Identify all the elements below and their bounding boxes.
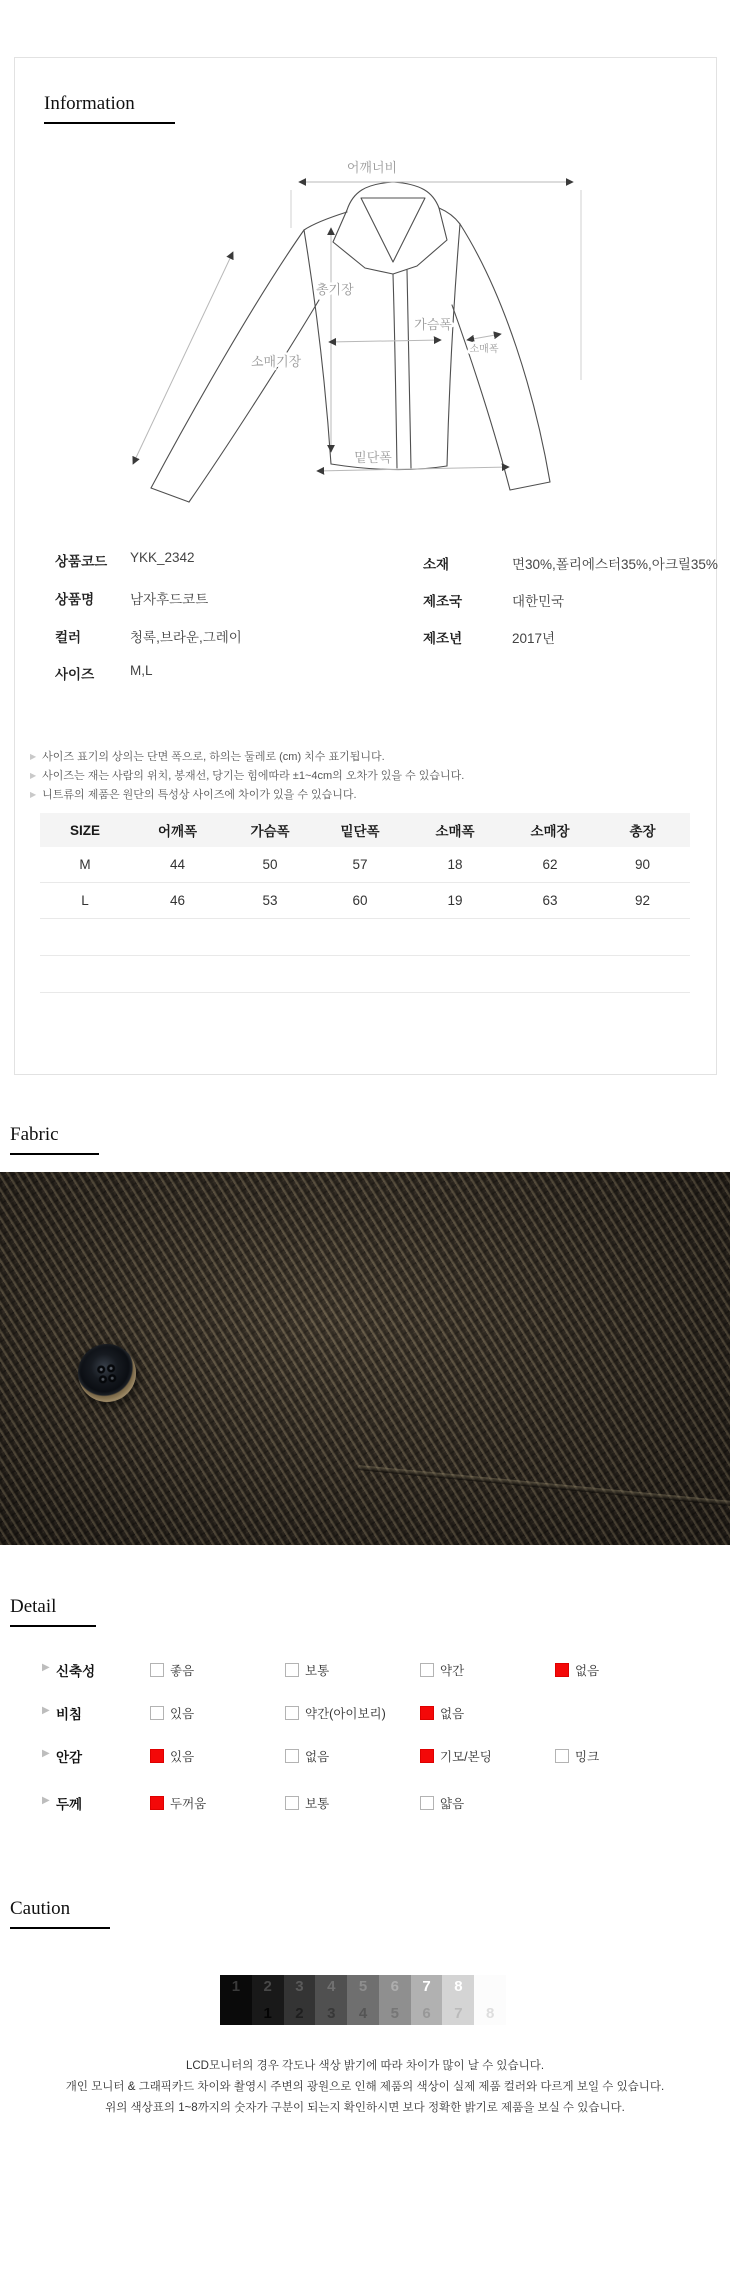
grayscale-step — [411, 1975, 443, 2025]
grayscale-step — [442, 1975, 474, 2025]
info-label: 소재 — [423, 557, 450, 572]
fabric-pocket-seam — [358, 1465, 730, 1506]
size-table-empty-row — [40, 956, 690, 993]
detail-option-label: 보통 — [305, 1797, 330, 1811]
detail-option — [150, 1704, 194, 1722]
detail-option-label: 좋음 — [170, 1664, 195, 1678]
checkbox-icon — [150, 1706, 164, 1720]
info-value: M,L — [130, 663, 153, 678]
grayscale-step — [315, 1975, 347, 2025]
size-table-row-l — [40, 883, 690, 919]
grayscale-step-bottom-number: 1 — [263, 2005, 272, 2022]
grayscale-step — [220, 1975, 252, 2025]
grayscale-step-top-number: 3 — [295, 1978, 304, 1995]
checkbox-icon — [420, 1749, 434, 1763]
info-value: 대한민국 — [512, 594, 565, 609]
checkbox-icon — [420, 1796, 434, 1810]
info-value: 청록,브라운,그레이 — [130, 630, 242, 645]
triangle-bullet-icon: ▶ — [42, 1748, 50, 1759]
size-note — [30, 767, 464, 783]
triangle-bullet-icon: ▶ — [42, 1795, 50, 1806]
grayscale-step-top-number: 1 — [231, 1978, 241, 1995]
info-value: 면30%,폴리에스터35%,아크릴35% — [512, 557, 718, 572]
checkbox-icon — [150, 1749, 164, 1763]
grayscale-step-top-number: 4 — [327, 1978, 336, 1995]
size-cell: 57 — [315, 847, 405, 883]
grayscale-step-bottom-number: 8 — [485, 2005, 495, 2022]
grayscale-step-top-number: 2 — [263, 1978, 272, 1995]
detail-option — [420, 1704, 464, 1722]
detail-row-stretch — [42, 1660, 702, 1678]
checkbox-icon — [420, 1663, 434, 1677]
detail-option-label: 있음 — [170, 1750, 195, 1764]
grayscale-step-top-number: 5 — [358, 1978, 368, 1995]
detail-option-label: 약간(아이보리) — [305, 1707, 386, 1721]
size-cell: 63 — [505, 883, 595, 919]
size-table-header: 어깨폭 — [130, 813, 225, 847]
triangle-bullet-icon: ▶ — [30, 752, 37, 761]
size-table — [40, 813, 690, 993]
size-cell: M — [40, 847, 130, 883]
detail-option-label: 약간 — [440, 1664, 465, 1678]
triangle-bullet-icon: ▶ — [42, 1662, 50, 1673]
size-table-header: SIZE — [40, 813, 130, 847]
dimension-lines — [133, 182, 581, 471]
detail-option — [555, 1747, 599, 1765]
size-table-header: 소매폭 — [405, 813, 505, 847]
size-table-row-m — [40, 847, 690, 883]
grayscale-bar — [220, 1975, 506, 2025]
caution-text — [66, 2056, 664, 2119]
grayscale-step-bottom-number: 4 — [358, 2005, 368, 2022]
detail-option — [150, 1747, 194, 1765]
info-label: 제조년 — [423, 631, 463, 646]
checkbox-icon — [555, 1749, 569, 1763]
label-sleeve-width: 소매폭 — [469, 344, 499, 355]
section-title-fabric — [10, 1124, 99, 1155]
section-title-text: Information — [44, 93, 175, 124]
size-cell: 62 — [505, 847, 595, 883]
checkbox-icon — [420, 1706, 434, 1720]
size-cell: 53 — [225, 883, 315, 919]
detail-row-label: 안감 — [56, 1750, 83, 1765]
grayscale-step-bottom-number: 2 — [295, 2005, 304, 2022]
checkbox-icon — [150, 1796, 164, 1810]
size-cell: 50 — [225, 847, 315, 883]
size-table-header-row — [40, 813, 690, 847]
info-value: 남자후드코트 — [130, 592, 209, 607]
info-label: 컬러 — [55, 630, 82, 645]
label-total-length: 총기장 — [316, 282, 354, 297]
checkbox-icon — [285, 1796, 299, 1810]
size-table-header: 밑단폭 — [315, 813, 405, 847]
size-cell: 44 — [130, 847, 225, 883]
grayscale-step-bottom-number: 5 — [390, 2005, 399, 2022]
grayscale-step-top-number: 6 — [390, 1978, 399, 1995]
grayscale-step — [474, 1975, 506, 2025]
detail-option — [285, 1704, 386, 1722]
size-cell: 92 — [595, 883, 690, 919]
size-table-empty-row — [40, 919, 690, 956]
detail-option — [150, 1661, 194, 1679]
detail-option — [285, 1661, 329, 1679]
caution-line: LCD모니터의 경우 각도나 색상 밝기에 따라 차이가 많이 날 수 있습니다. — [185, 2060, 545, 2072]
detail-option-label: 없음 — [305, 1750, 330, 1764]
grayscale-step — [252, 1975, 284, 2025]
detail-option-label: 기모/본딩 — [440, 1750, 492, 1764]
detail-option-label: 밍크 — [575, 1750, 600, 1764]
detail-row-label: 비침 — [56, 1707, 83, 1722]
label-sleeve-length: 소매기장 — [251, 354, 302, 369]
size-cell: 19 — [405, 883, 505, 919]
size-table-header: 소매장 — [505, 813, 595, 847]
detail-option-label: 없음 — [575, 1664, 600, 1678]
detail-row-label: 신축성 — [56, 1664, 96, 1679]
detail-option — [555, 1661, 599, 1679]
size-note — [30, 748, 385, 764]
grayscale-step-top-number: 7 — [422, 1978, 431, 1995]
grayscale-step — [284, 1975, 316, 2025]
detail-row-lining — [42, 1746, 702, 1764]
grayscale-step-bottom-number: 6 — [422, 2005, 431, 2022]
info-label: 사이즈 — [55, 667, 95, 682]
section-title-text: Fabric — [10, 1124, 99, 1155]
size-cell: 18 — [405, 847, 505, 883]
fabric-closeup-photo — [0, 1172, 730, 1545]
checkbox-icon — [285, 1706, 299, 1720]
size-table-header: 총장 — [595, 813, 690, 847]
detail-option-label: 있음 — [170, 1707, 195, 1721]
size-cell: 46 — [130, 883, 225, 919]
label-shoulder-width: 어깨너비 — [346, 160, 398, 175]
detail-option — [285, 1747, 329, 1765]
triangle-bullet-icon: ▶ — [30, 790, 37, 799]
detail-option-label: 보통 — [305, 1664, 330, 1678]
checkbox-icon — [150, 1663, 164, 1677]
section-title-caution — [10, 1898, 110, 1929]
grayscale-step — [379, 1975, 411, 2025]
size-cell: L — [40, 883, 130, 919]
info-label: 제조국 — [423, 594, 463, 609]
info-value: YKK_2342 — [130, 550, 195, 565]
grayscale-step — [347, 1975, 379, 2025]
checkbox-icon — [285, 1663, 299, 1677]
detail-option — [420, 1747, 492, 1765]
info-value: 2017년 — [512, 631, 556, 646]
size-note-text: 사이즈는 재는 사람의 위치, 봉재선, 당기는 힘에따라 ±1~4cm의 오차가 있을 수 있습니다. — [42, 770, 465, 782]
section-title-text: Caution — [10, 1898, 110, 1929]
fabric-button — [78, 1344, 136, 1402]
size-cell: 90 — [595, 847, 690, 883]
detail-option-label: 얇음 — [440, 1797, 465, 1811]
caution-line: 위의 색상표의 1~8까지의 숫자가 구분이 되는지 확인하시면 보다 정확한 밝기로 제품을 보실 수 있습니다. — [105, 2102, 625, 2114]
info-label: 상품코드 — [55, 554, 108, 569]
grayscale-step-bottom-number: 3 — [327, 2005, 336, 2022]
section-title-detail — [10, 1596, 96, 1627]
garment-measurement-diagram — [95, 150, 635, 520]
checkbox-icon — [555, 1663, 569, 1677]
detail-row-thickness — [42, 1793, 702, 1811]
grayscale-step-bottom-number: 7 — [454, 2005, 463, 2022]
checkbox-icon — [285, 1749, 299, 1763]
section-title-information — [44, 93, 175, 124]
triangle-bullet-icon: ▶ — [30, 771, 37, 780]
detail-option-label: 두꺼움 — [170, 1797, 207, 1811]
detail-option-label: 없음 — [440, 1707, 465, 1721]
grayscale-step-top-number: 8 — [454, 1978, 463, 1995]
size-note-text: 니트류의 제품은 원단의 특성상 사이즈에 차이가 있을 수 있습니다. — [42, 789, 357, 801]
label-hem-width: 밑단폭 — [354, 450, 392, 465]
detail-option — [150, 1794, 206, 1812]
detail-row-sheerness — [42, 1703, 702, 1721]
size-cell: 60 — [315, 883, 405, 919]
size-table-header: 가슴폭 — [225, 813, 315, 847]
caution-line: 개인 모니터 & 그래픽카드 차이와 촬영시 주변의 광원으로 인해 제품의 색상이 실제 제품 컬러와 다르게 보일 수 있습니다. — [65, 2081, 665, 2093]
detail-option — [420, 1661, 464, 1679]
triangle-bullet-icon: ▶ — [42, 1705, 50, 1716]
label-chest-width: 가슴폭 — [414, 317, 452, 332]
info-label: 상품명 — [55, 592, 95, 607]
detail-row-label: 두께 — [56, 1797, 83, 1812]
size-note-text: 사이즈 표기의 상의는 단면 폭으로, 하의는 둘레로 (cm) 치수 표기됩니다. — [42, 751, 385, 763]
detail-option — [420, 1794, 464, 1812]
size-note — [30, 786, 357, 802]
detail-option — [285, 1794, 329, 1812]
section-title-text: Detail — [10, 1596, 96, 1627]
